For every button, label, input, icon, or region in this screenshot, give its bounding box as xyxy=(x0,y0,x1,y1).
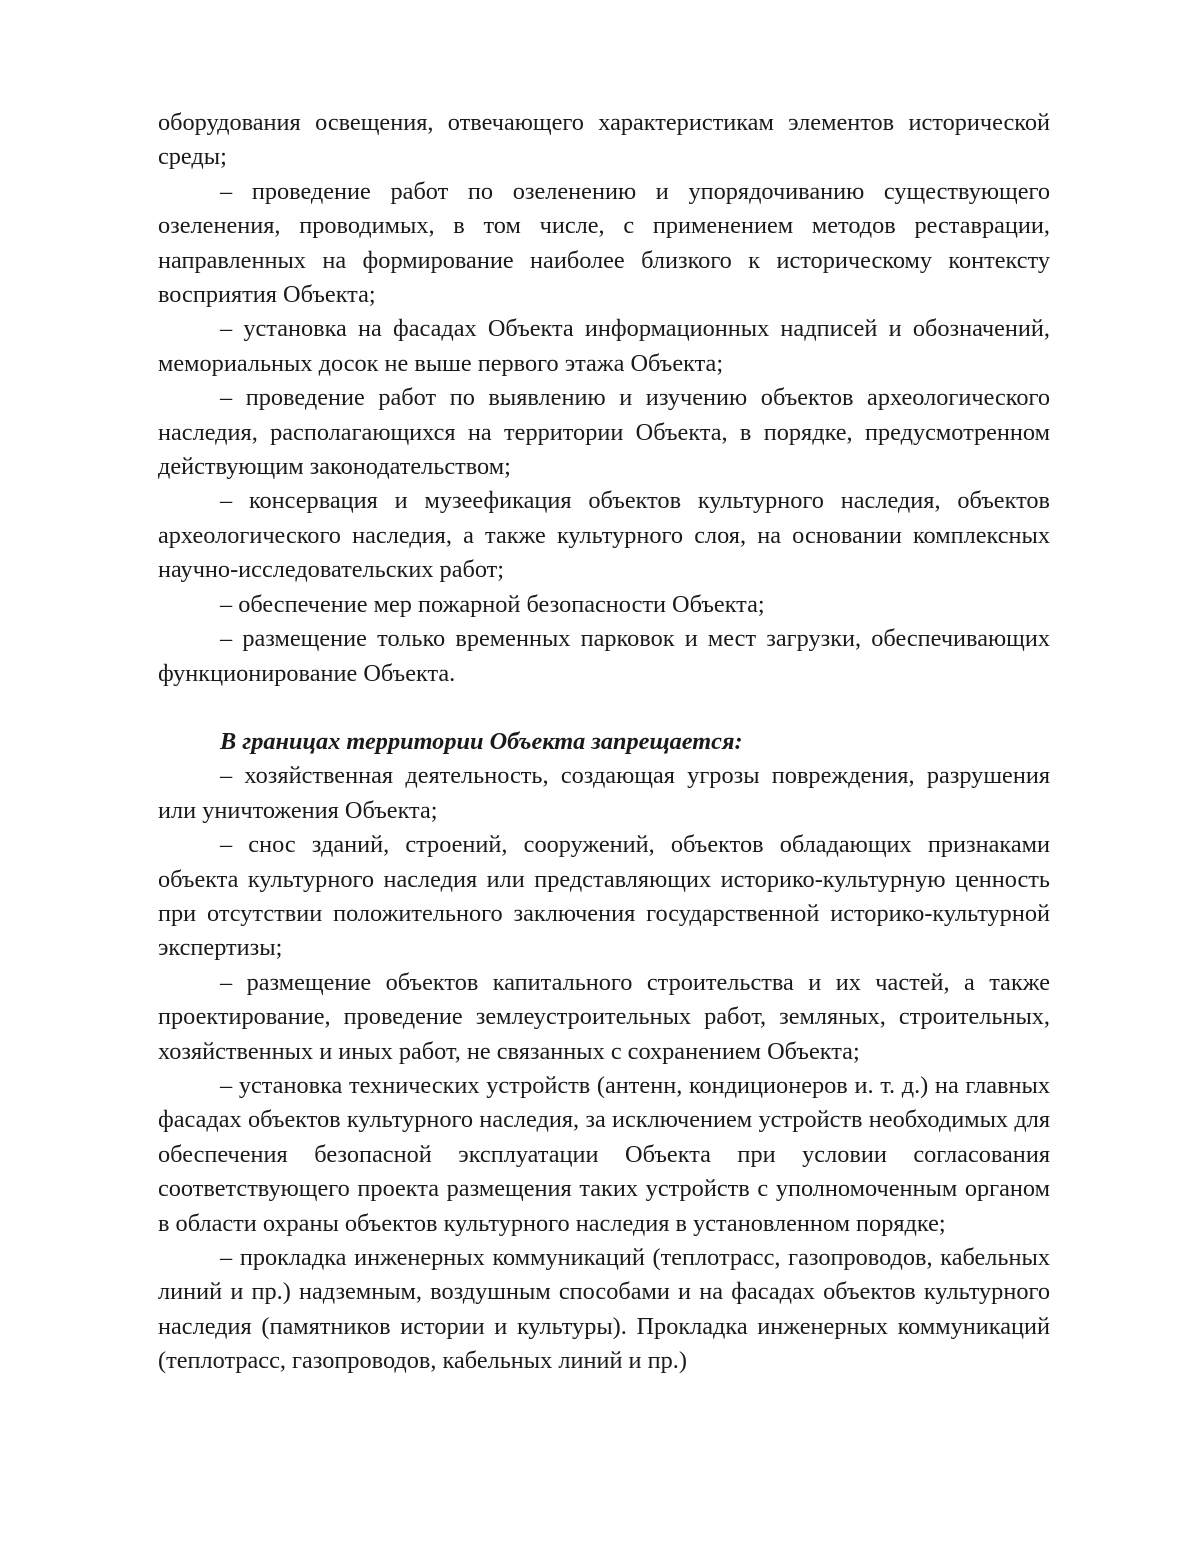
allowed-item-archaeology: – проведение работ по выявлению и изучению объектов археологического наследия, располагающихся на территории Объекта, в порядке, предусмотренном действующим законодательством; xyxy=(158,384,1050,481)
allowed-item-signage: – установка на фасадах Объекта информационных надписей и обозначений, мемориальных досок не выше первого этажа Объекта; xyxy=(158,315,1050,377)
allowed-item-greening: – проведение работ по озеленению и упорядочиванию существующего озеленения, проводимых, в том числе, с применением методов реставрации, направленных на формирование наиболее близкого к историческому контексту восприятия Объекта; xyxy=(158,177,1050,309)
prohibited-item-utilities: – прокладка инженерных коммуникаций (теплотрасс, газопроводов, кабельных линий и пр.) надземным, воздушным способами и на фасадах объектов культурного наследия (памятников истории и культуры). Прокладка инженерных коммуникаций (теплотрасс, газопроводов, кабельных линий и пр.) xyxy=(158,1244,1050,1375)
prohibited-item-construction: – размещение объектов капитального строительства и их частей, а также проектирование, проведение землеустроительных работ, земляных, строительных, хозяйственных и иных работ, не связанных с сохранением Объекта; xyxy=(158,968,1050,1065)
prohibited-item-technical-devices: – установка технических устройств (антенн, кондиционеров и. т. д.) на главных фасадах объектов культурного наследия, за исключением устройств необходимых для обеспечения безопасной эксплуатации Объекта при условии согласования соответствующего проекта размещения таких устройств с уполномоченным органом в области охраны объектов культурного наследия в установленном порядке; xyxy=(158,1071,1050,1237)
prohibited-item-economic-activity: – хозяйственная деятельность, создающая угрозы повреждения, разрушения или уничтожения Объекта; xyxy=(158,762,1050,824)
prohibited-item-demolition: – снос зданий, строений, сооружений, объектов обладающих признаками объекта культурного наследия или представляющих историко-культурную ценность при отсутствии положительного заключения государственной историко-культурной экспертизы; xyxy=(158,831,1050,962)
allowed-item-fire-safety: – обеспечение мер пожарной безопасности Объекта; xyxy=(220,590,765,618)
allowed-item-continuation: оборудования освещения, отвечающего характеристикам элементов исторической среды; xyxy=(158,109,1050,171)
allowed-item-conservation: – консервация и музеефикация объектов культурного наследия, объектов археологического наследия, а также культурного слоя, на основании комплексных научно-исследовательских работ; xyxy=(158,487,1050,584)
document-page xyxy=(158,106,1050,1379)
allowed-item-parking: – размещение только временных парковок и мест загрузки, обеспечивающих функционирование Объекта. xyxy=(158,625,1050,687)
prohibited-heading: В границах территории Объекта запрещается: xyxy=(220,727,743,755)
